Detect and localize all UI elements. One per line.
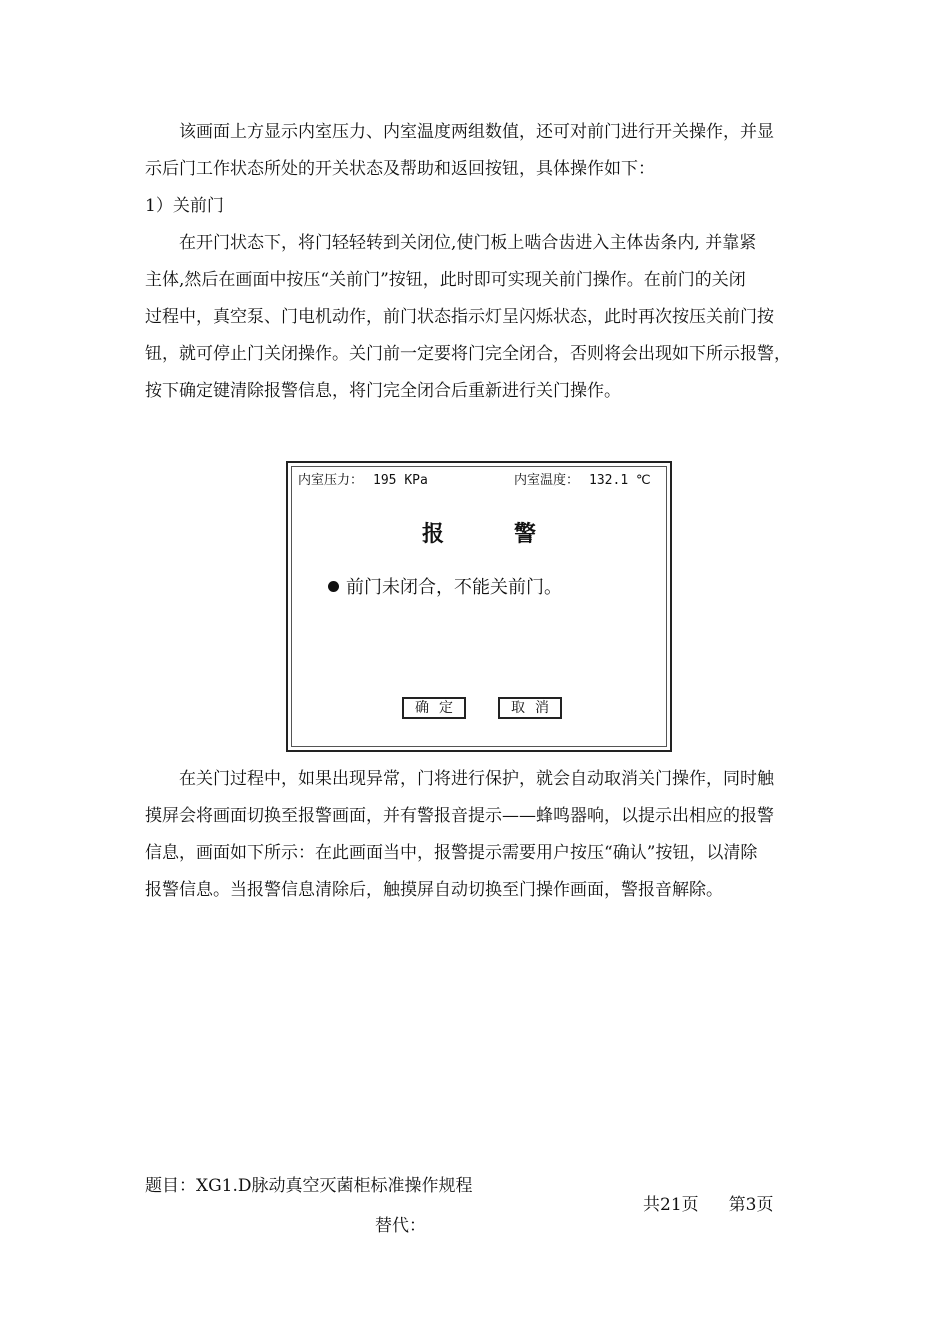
bullet-icon: [328, 581, 339, 592]
paragraph-line: 主体,然后在画面中按压“关前门”按钮，此时即可实现关前门操作。在前门的关闭: [145, 270, 746, 290]
heading-text: 1）关前门: [145, 196, 224, 216]
exception-paragraph: [145, 761, 850, 909]
paragraph-line: 信息，画面如下所示：在此画面当中，报警提示需要用户按压“确认”按钮，以清除: [145, 843, 758, 863]
alarm-message-text: 前门未闭合，不能关前门。: [346, 577, 562, 598]
section-heading: [145, 188, 850, 225]
paragraph-line: 按下确定键清除报警信息，将门完全闭合后重新进行关门操作。: [145, 381, 621, 401]
close-door-paragraph: [145, 225, 850, 410]
total-pages: 共21页: [643, 1195, 699, 1215]
alarm-screen: [291, 466, 667, 747]
pressure-value: 195 KPa: [373, 473, 428, 488]
alarm-title: 报警: [421, 522, 606, 547]
alarm-screen-figure: [286, 461, 672, 752]
temperature-readout: [514, 469, 651, 488]
current-page: 第3页: [728, 1195, 774, 1215]
paragraph-line: 在开门状态下，将门轻轻转到关闭位,使门板上啮合齿进入主体齿条内, 并靠紧: [179, 233, 757, 253]
temperature-value: 132.1 ℃: [589, 473, 651, 488]
confirm-button[interactable]: 确定: [402, 697, 466, 719]
cancel-button[interactable]: 取消: [498, 697, 562, 719]
paragraph-line: 该画面上方显示内室压力、内室温度两组数值，还可对前门进行开关操作，并显: [179, 122, 774, 142]
paragraph-line: 在关门过程中，如果出现异常，门将进行保护，就会自动取消关门操作，同时触: [179, 769, 774, 789]
pressure-label: 内室压力：: [298, 473, 364, 488]
paragraph-line: 钮，就可停止门关闭操作。关门前一定要将门完全闭合，否则将会出现如下所示报警，: [145, 344, 791, 364]
footer-title: 题目：XG1.D脉动真空灭菌柜标准操作规程: [145, 1176, 473, 1196]
footer-replace: 替代：: [375, 1216, 426, 1236]
paragraph-line: 摸屏会将画面切换至报警画面，并有警报音提示——蜂鸣器响，以提示出相应的报警: [145, 806, 774, 826]
temperature-label: 内室温度：: [514, 473, 580, 488]
paragraph-line: 过程中，真空泵、门电机动作，前门状态指示灯呈闪烁状态，此时再次按压关前门按: [145, 307, 774, 327]
pressure-readout: [298, 469, 428, 488]
alarm-message: [328, 573, 562, 599]
footer-page-info: [643, 1190, 773, 1215]
paragraph-line: 报警信息。当报警信息清除后，触摸屏自动切换至门操作画面，警报音解除。: [145, 880, 723, 900]
intro-paragraph: [145, 114, 850, 188]
paragraph-line: 示后门工作状态所处的开关状态及帮助和返回按钮，具体操作如下：: [145, 159, 655, 179]
